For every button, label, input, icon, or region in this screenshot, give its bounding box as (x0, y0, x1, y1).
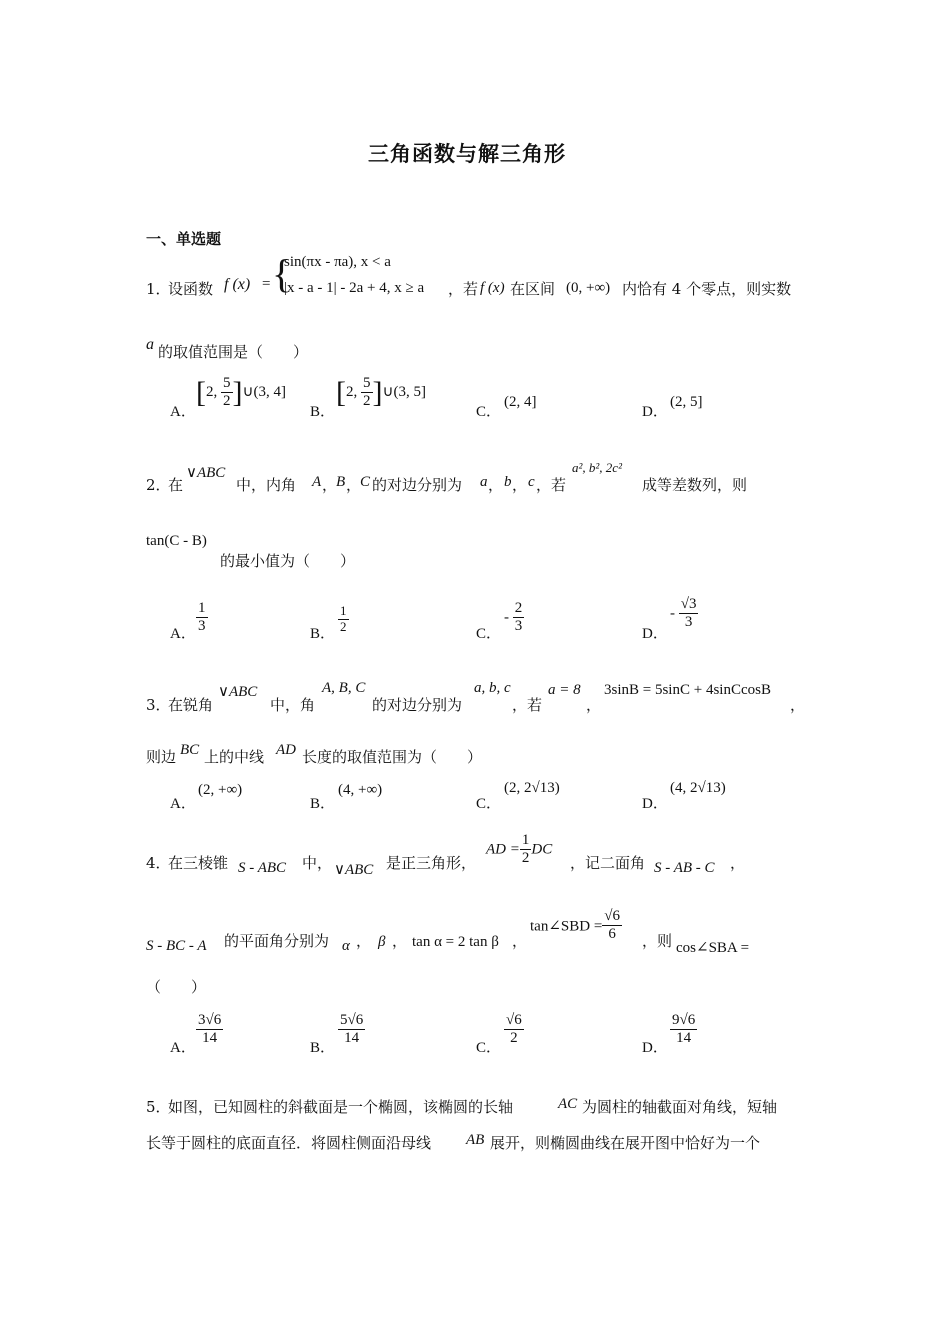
q5-line1-b: 为圆柱的轴截面对角线，短轴 (582, 1098, 778, 1116)
q4-text4: ，记二面角 (570, 854, 646, 872)
q3-option-a[interactable]: (2, +∞) (198, 782, 243, 798)
q4-text5: ， (730, 854, 746, 872)
q2-option-c-label[interactable]: C． (476, 626, 502, 642)
q3-equation: 3sinB = 5sinC + 4sinCcosB (604, 682, 771, 698)
q3-text6: ， (790, 696, 806, 714)
q4-option-b[interactable] (338, 1012, 365, 1048)
section-heading: 一、单选题 (146, 230, 222, 248)
q2-C: C (360, 474, 371, 490)
page-title: 三角函数与解三角形 (368, 141, 566, 166)
q3-text2: 中，角 (270, 696, 316, 714)
q2-a: a (480, 474, 488, 490)
q4-tanSBD (530, 908, 622, 944)
q3-option-b-label[interactable]: B． (310, 796, 336, 812)
q1-ruo: ，若 (448, 280, 479, 298)
q2-option-a-den: 3 (198, 618, 206, 635)
q3-a-eq: a = 8 (548, 682, 581, 698)
q1-brace: { (272, 251, 292, 296)
q4-option-b-den: 14 (344, 1030, 360, 1047)
q3-triangle: ∨ABC (218, 684, 258, 700)
q4-option-d-den: 14 (676, 1030, 692, 1047)
q2-option-b[interactable] (338, 604, 349, 635)
q4-paren: （ ） (146, 978, 207, 996)
q2-text1: 中，内角 (236, 476, 297, 494)
q4-option-a-den: 14 (202, 1030, 218, 1047)
q2-option-d-sign: - (670, 605, 675, 622)
q4-tan-relation: tan α = 2 tan β (412, 934, 499, 950)
q1-number: 1． (146, 280, 171, 298)
q4-number: 4． (146, 854, 171, 872)
q4-option-a[interactable] (196, 1012, 223, 1048)
q3-option-b[interactable]: (4, +∞) (338, 782, 383, 798)
q4-SABC2: S - AB - C (654, 860, 715, 876)
q1-option-b[interactable]: [2, $\frac{5}{2}$ ]∪(3, 5] (336, 375, 426, 410)
q3-line2-a: 则边 (146, 748, 177, 766)
q2-text2: 的对边分别为 (372, 476, 463, 494)
q4-triangle: ∨ABC (334, 862, 374, 878)
q1-interval: (0, +∞) (566, 280, 611, 296)
q2-option-b-den: 2 (340, 618, 347, 634)
q2-number: 2． (146, 476, 171, 494)
q3-abc: a, b, c (474, 680, 511, 696)
q1-eq: = (262, 276, 271, 292)
q1-option-a-label[interactable]: A． (170, 404, 196, 420)
q4-AD-num: 1 (520, 832, 532, 850)
q3-option-c[interactable]: (2, 2√13) (504, 780, 560, 796)
q1-case2: |x - a - 1| - 2a + 4, x ≥ a (284, 280, 425, 296)
q5-AC: AC (558, 1096, 578, 1112)
q4-AD-rhs: DC (531, 841, 553, 858)
q3-number: 3． (146, 696, 171, 714)
q3-option-d-label[interactable]: D． (642, 796, 668, 812)
q4-option-c-label[interactable]: C． (476, 1040, 502, 1056)
q1-option-c-label[interactable]: C． (476, 404, 502, 420)
q1-option-a-first: 2, (206, 384, 221, 401)
q1-lead: 设函数 (168, 280, 214, 298)
q3-option-d[interactable]: (4, 2√13) (670, 780, 726, 796)
q4-option-d-label[interactable]: D． (642, 1040, 668, 1056)
q1-option-b-first: 2, (346, 384, 361, 401)
q3-text5: ， (586, 696, 602, 714)
q1-option-a-num: 5 (221, 375, 233, 393)
q2-ruo: ，若 (536, 476, 567, 494)
q4-tanSBD-lhs: tan∠SBD = (530, 918, 603, 935)
q3-line2-b: 上的中线 (204, 748, 265, 766)
q2-zai: 在 (168, 476, 184, 494)
q4-text3: 是正三角形， (386, 854, 477, 872)
q4-beta: β (378, 934, 386, 950)
q2-A: A (312, 474, 322, 490)
q1-option-b-den: 2 (363, 393, 371, 410)
q3-BC: BC (180, 742, 200, 758)
q3-line2-c: 长度的取值范围为（ ） (302, 748, 483, 766)
q3-text4: ，若 (512, 696, 543, 714)
q4-AD-den: 2 (521, 850, 530, 867)
q3-option-a-label[interactable]: A． (170, 796, 196, 812)
q1-option-b-num: 5 (361, 375, 373, 393)
q4-AD-lhs: AD = (486, 841, 520, 858)
q5-number: 5． (146, 1098, 171, 1116)
q5-line2-a: 长等于圆柱的底面直径．将圆柱侧面沿母线 (146, 1134, 432, 1152)
q3-text1: 在锐角 (168, 696, 214, 714)
q2-option-c[interactable] (504, 600, 524, 636)
q5-AB: AB (466, 1132, 485, 1148)
q4-option-c-num: √6 (504, 1012, 524, 1030)
q3-option-c-label[interactable]: C． (476, 796, 502, 812)
q4-option-b-label[interactable]: B． (310, 1040, 336, 1056)
q4-alpha: α (342, 938, 350, 954)
q2-option-b-num: 1 (340, 603, 347, 618)
q1-option-a[interactable]: [2, $\frac{5}{2}$ ]∪(3, 4] (196, 375, 286, 410)
q2-option-d-label[interactable]: D． (642, 626, 668, 642)
q4-text7: ，则 (642, 932, 673, 950)
q4-tanSBD-den: 6 (608, 926, 616, 943)
q1-fx2: f (x) (480, 280, 505, 296)
q2-option-a[interactable] (196, 600, 208, 636)
q4-AD-relation (486, 832, 552, 868)
q1-a: a (146, 336, 154, 353)
q4-SABC: S - ABC (238, 860, 287, 876)
q2-option-d-num: √3 (679, 596, 699, 614)
q2-c: c (528, 474, 535, 490)
q1-mid: 在区间 (510, 280, 556, 298)
q4-SBCA: S - BC - A (146, 938, 207, 954)
q4-option-a-label[interactable]: A． (170, 1040, 196, 1056)
q1-option-a-rest: ∪(3, 4] (242, 384, 286, 401)
q5-line2-b: 展开，则椭圆曲线在展开图中恰好为一个 (490, 1134, 761, 1152)
q2-text3: 成等差数列，则 (642, 476, 748, 494)
q4-text6: 的平面角分别为 (224, 932, 330, 950)
q2-text4: 的最小值为（ ） (220, 552, 356, 570)
q4-option-b-num: 5√6 (338, 1012, 365, 1030)
q2-option-d[interactable] (670, 596, 698, 632)
q2-triangle: ∨ABC (186, 465, 226, 481)
q4-tanSBD-num: √6 (602, 908, 622, 926)
q4-text2: 中， (302, 854, 333, 872)
q1-option-d-label[interactable]: D． (642, 404, 668, 420)
q2-B: B (336, 474, 346, 490)
q2-sequence: a², b², 2c² (572, 460, 622, 475)
q1-line2: 的取值范围是（ ） (158, 343, 309, 361)
q2-option-b-label[interactable]: B． (310, 626, 336, 642)
q1-option-a-den: 2 (223, 393, 231, 410)
q2-option-c-sign: - (504, 609, 509, 626)
q2-b: b (504, 474, 512, 490)
q2-option-d-den: 3 (684, 614, 693, 631)
q4-option-d[interactable] (670, 1012, 697, 1048)
q1-option-d[interactable]: (2, 5] (670, 394, 703, 410)
q1-option-b-label[interactable]: B． (310, 404, 336, 420)
q1-tail: 内恰有 4 个零点，则实数 (622, 280, 792, 298)
q5-line1-a: 如图，已知圆柱的斜截面是一个椭圆，该椭圆的长轴 (168, 1098, 514, 1116)
q4-cosSBA: cos∠SBA = (676, 940, 750, 956)
q4-option-c-den: 2 (510, 1030, 518, 1047)
q2-tan-expr: tan(C - B) (146, 533, 207, 549)
q2-option-c-den: 3 (514, 618, 523, 635)
q4-text1: 在三棱锥 (168, 854, 229, 872)
q4-option-d-num: 9√6 (670, 1012, 697, 1030)
q1-option-c[interactable]: (2, 4] (504, 394, 537, 410)
q1-case1: sin(πx - πa), x < a (284, 254, 391, 270)
q1-option-b-rest: ∪(3, 5] (382, 384, 426, 401)
q2-option-a-num: 1 (196, 600, 208, 618)
q4-option-c[interactable] (504, 1012, 524, 1048)
q3-abc-caps: A, B, C (322, 680, 366, 696)
q2-option-a-label[interactable]: A． (170, 626, 196, 642)
q3-AD: AD (276, 742, 296, 758)
q2-option-c-num: 2 (513, 600, 525, 618)
q1-fx: f (x) (224, 276, 251, 293)
q4-option-a-num: 3√6 (196, 1012, 223, 1030)
q3-text3: 的对边分别为 (372, 696, 463, 714)
